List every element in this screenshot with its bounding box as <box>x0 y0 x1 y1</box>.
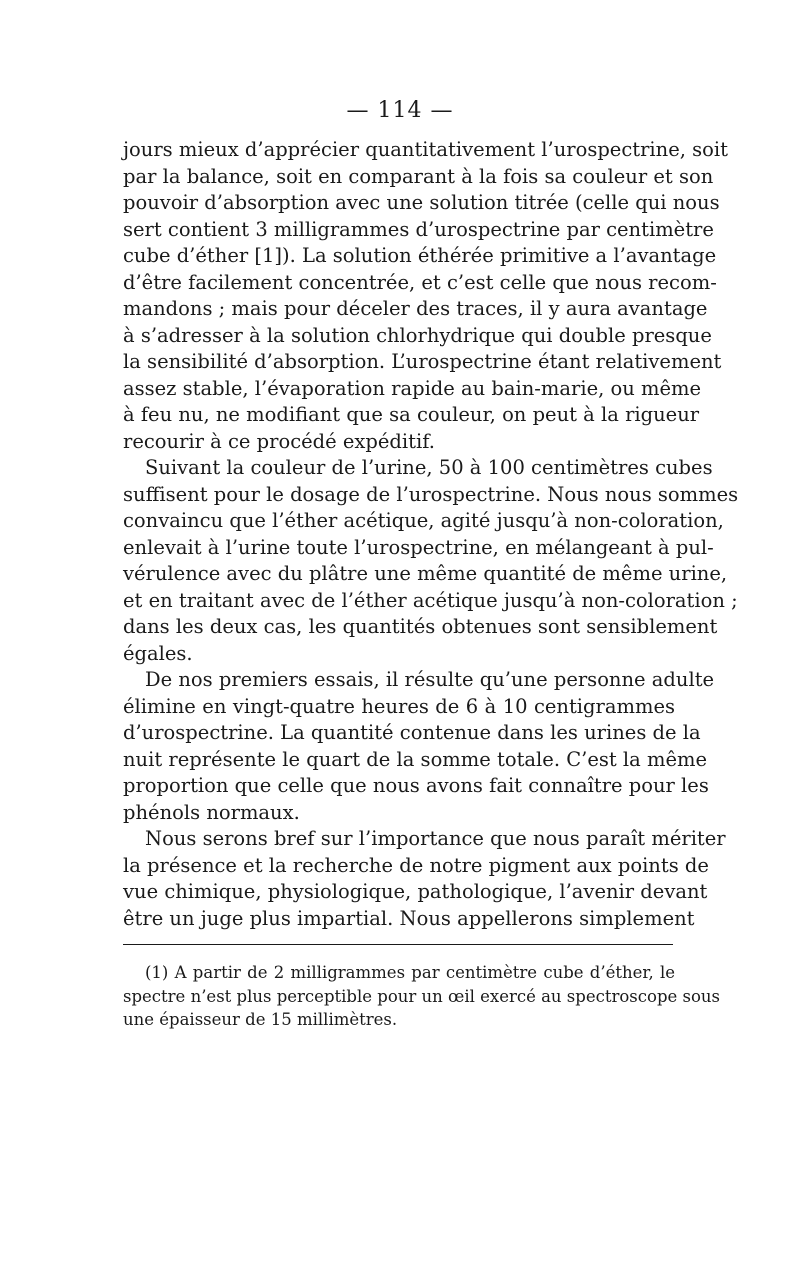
text-line: recourir à ce procédé expéditif. <box>123 429 435 453</box>
text-line: d’être facilement concentrée, et c’est celle que nous recom- <box>123 270 717 294</box>
text-line: cube d’éther [1]). La solution éthérée primitive a l’avantage <box>123 244 717 267</box>
text-line: la présence et la recherche de notre pigment aux points de <box>123 853 709 877</box>
text-line: nuit représente le quart de la somme totale. C’est la même <box>123 747 708 771</box>
text-line: être un juge plus impartial. Nous appellerons simplement <box>123 906 695 930</box>
text-line: la sensibilité d’absorption. L’urospectrine étant relativement <box>123 350 722 373</box>
text-line: assez stable, l’évaporation rapide au bain-marie, ou même <box>123 376 702 400</box>
footnote-line: une épaisseur de 15 millimètres. <box>123 1010 398 1029</box>
text-line: mandons ; mais pour déceler des traces, il y aura avantage <box>123 297 708 320</box>
text-line: élimine en vingt-quatre heures de 6 à 10 centigrammes <box>123 694 675 718</box>
text-line: suffisent pour le dosage de l’urospectrine. Nous nous sommes <box>123 482 739 506</box>
text-line: sert contient 3 milligrammes d’urospectrine par centimètre <box>123 217 714 241</box>
text-line: égales. <box>123 641 193 665</box>
text-line: vérulence avec du plâtre une même quantité de même urine, <box>123 562 728 585</box>
text-line: d’urospectrine. La quantité contenue dans les urines de la <box>123 721 701 744</box>
page-number: — 114 — <box>346 98 454 123</box>
main-text <box>123 137 739 932</box>
text-line: De nos premiers essais, il résulte qu’une personne adulte <box>145 668 715 691</box>
footnote-line: (1) A partir de 2 milligrammes par centimètre cube d’éther, le <box>145 963 675 982</box>
footnote-divider <box>123 944 673 945</box>
footnote <box>123 961 721 1032</box>
text-line: jours mieux d’apprécier quantitativement l’urospectrine, soit <box>123 138 728 161</box>
text-line: phénols normaux. <box>123 800 300 824</box>
text-line: enlevait à l’urine toute l’urospectrine, en mélangeant à pul- <box>123 535 714 559</box>
text-line: pouvoir d’absorption avec une solution titrée (celle qui nous <box>123 191 720 214</box>
text-line: Nous serons bref sur l’importance que nous paraît mériter <box>145 827 726 850</box>
text-line: et en traitant avec de l’éther acétique jusqu’à non-coloration ; <box>123 588 738 612</box>
text-line: convaincu que l’éther acétique, agité jusqu’à non-coloration, <box>123 509 724 532</box>
footnote-line: spectre n’est plus perceptible pour un œil exercé au spectroscope sous <box>123 986 721 1006</box>
text-line: à feu nu, ne modifiant que sa couleur, on peut à la rigueur <box>123 403 700 426</box>
text-line: par la balance, soit en comparant à la fois sa couleur et son <box>123 164 714 188</box>
text-line: dans les deux cas, les quantités obtenues sont sensiblement <box>123 615 718 638</box>
text-line: à s’adresser à la solution chlorhydrique qui double presque <box>123 323 712 347</box>
text-line: proportion que celle que nous avons fait connaître pour les <box>123 774 709 797</box>
text-line: vue chimique, physiologique, pathologique, l’avenir devant <box>123 880 708 903</box>
text-line: Suivant la couleur de l’urine, 50 à 100 centimètres cubes <box>145 456 713 479</box>
